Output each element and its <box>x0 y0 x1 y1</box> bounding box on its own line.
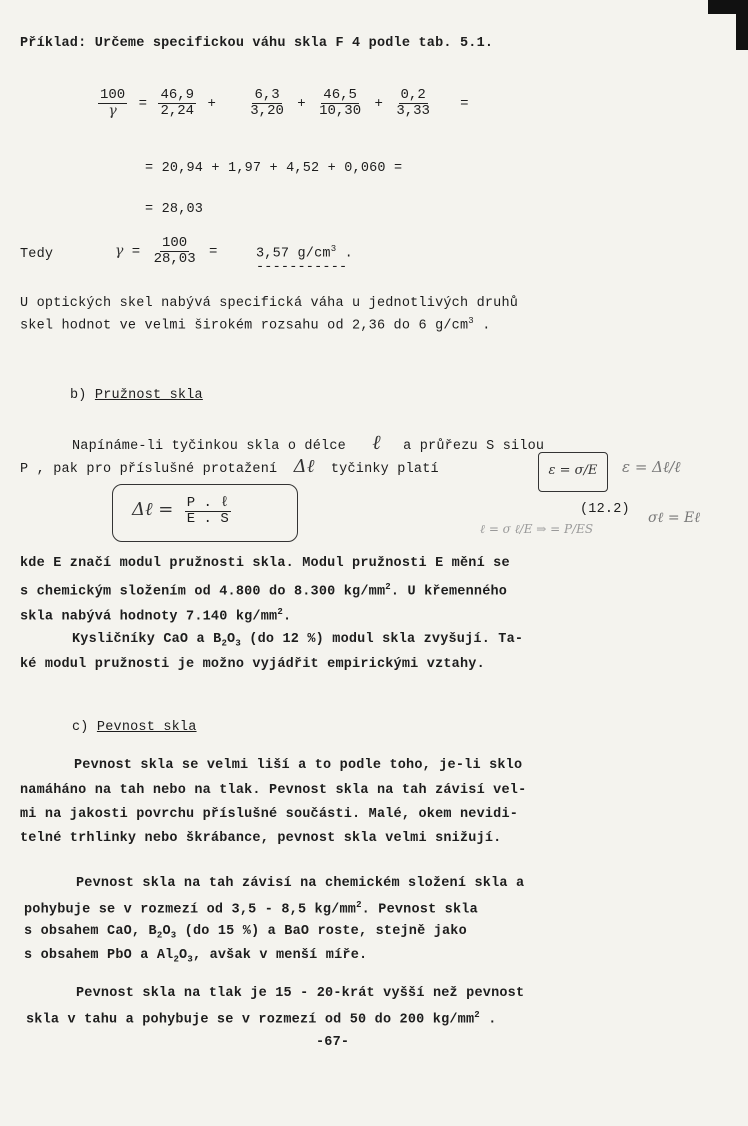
section-b-heading: b) Pružnost skla <box>70 388 203 403</box>
handwritten-box: ε = σ/E <box>538 452 608 492</box>
para2-line1: Napínáme-li tyčinkou skla o délce ℓ a průřezu S silou <box>72 430 545 454</box>
para3-line2: s chemickým složením od 4.800 do 8.300 $kg/mm^2$. U křemenného <box>20 582 508 600</box>
para4-line3: mi na jakosti povrchu příslušné součásti. Malé, okem nevidi- <box>20 807 519 822</box>
para4-line1: Pevnost skla se velmi liší a to podle toho, je-li sklo <box>74 758 523 773</box>
para2-line2: P , pak pro příslušné protažení Δℓ tyčinky platí <box>20 456 439 477</box>
tedy-label: Tedy <box>20 247 54 262</box>
para1-line1: U optických skel nabývá specifická váha u jednotlivých druhů <box>20 296 519 311</box>
fraction-1: $\frac{46,9}{2,24}$ <box>160 87 195 119</box>
formula-12-2: Δℓ = $\frac{\text{P . ℓ}}{E . S}$ <box>132 495 229 527</box>
calc-line-2: = 20,94 + 1,97 + 4,52 + 0,060 = <box>145 161 403 176</box>
fraction-3: $\frac{46,5}{10,30}$ <box>319 87 362 119</box>
result-fraction: $\frac{100}{28,03}$ <box>153 235 196 267</box>
para5-line2: pohybuje se v rozmezí od 3,5 - 8,5 $kg/mm^2$. Pevnost skla <box>24 900 478 918</box>
para6-line1: Pevnost skla na tlak je 15 - 20-krát vyšší než pevnost <box>76 986 525 1001</box>
para3-line4: Kysličníky CaO a $B_2O_3$ (do 12 %) modul skla zvyšují. Ta- <box>72 632 524 649</box>
result-value: 3,57 $g/cm^3$ . <box>256 244 353 262</box>
calc-line-1: $\frac{100}{\gamma}$ = $\frac{46,9}{2,24}$ + $\frac{6,3}{3,20}$ + $\frac{46,5}{10,30}$ + $\frac{0,2}{3,33}$ = <box>100 87 469 119</box>
para3-line1: kde E značí modul pružnosti skla. Modul pružnosti E mění se <box>20 556 510 571</box>
example-heading: Příklad: Určeme specifickou váhu skla F 4 podle tab. 5.1. <box>20 36 494 51</box>
para3-line5: ké modul pružnosti je možno vyjádřit empirickými vztahy. <box>20 657 485 672</box>
para6-line2: skla v tahu a pohybuje se v rozmezí od 50 do 200 $kg/mm^2$ . <box>26 1010 497 1028</box>
para5-line4: s obsahem PbO a $Al_2O_3$, avšak v menší míře. <box>24 948 368 965</box>
para1-line2: skel hodnot ve velmi širokém rozsahu od 2,36 do 6 $g/cm^3$ . <box>20 316 491 334</box>
equation-number: (12.2) <box>580 502 630 517</box>
scan-edge-top <box>708 0 748 14</box>
para4-line2: namáháno na tah nebo na tlak. Pevnost skla na tah závisí vel- <box>20 783 527 798</box>
para3-line3: skla nabývá hodnoty 7.140 $kg/mm^2$. <box>20 607 292 625</box>
section-c-heading: c) Pevnost skla <box>72 720 197 735</box>
fraction-2: $\frac{6,3}{3,20}$ <box>250 87 284 119</box>
result-underline: ----------- <box>256 260 348 275</box>
margin-note-strain: ε = Δℓ/ℓ <box>622 458 681 476</box>
page-number: -67- <box>316 1035 350 1050</box>
pencil-derivation: ℓ = σ ℓ/E ⇒ = P/ES <box>480 522 594 536</box>
result-equation: γ = $\frac{100}{28,03}$ = <box>115 235 218 267</box>
fraction-4: $\frac{0,2}{3,33}$ <box>396 87 430 119</box>
margin-note-hooke: σℓ = Eℓ <box>648 510 701 526</box>
lhs-fraction: $\frac{100}{\gamma}$ <box>100 87 126 119</box>
para5-line3: s obsahem CaO, $B_2O_3$ (do 15 %) a BaO roste, stejně jako <box>24 924 467 941</box>
calc-line-3: = 28,03 <box>145 202 204 217</box>
para5-line1: Pevnost skla na tah závisí na chemickém složení skla a <box>76 876 525 891</box>
para4-line4: telné trhlinky nebo škrábance, pevnost skla velmi snižují. <box>20 831 502 846</box>
